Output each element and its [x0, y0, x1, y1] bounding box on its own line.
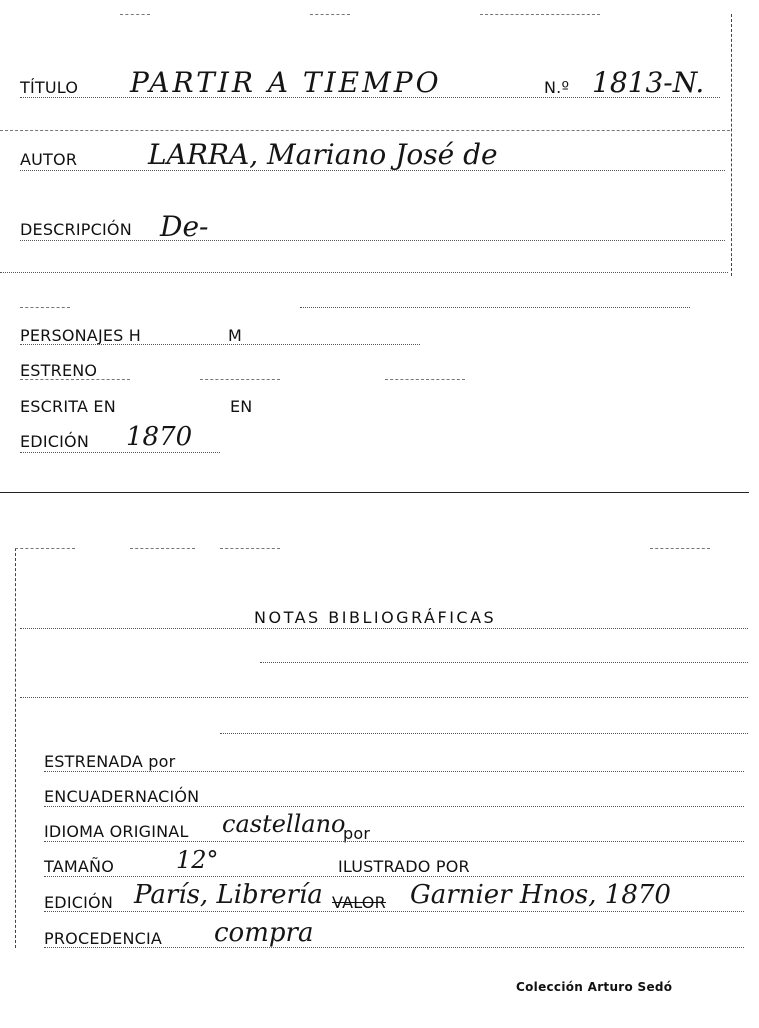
descripcion-line	[20, 240, 725, 241]
procedencia-value: compra	[214, 918, 314, 948]
titulo-label: TÍTULO	[20, 78, 79, 97]
card-top-edge	[130, 548, 195, 549]
notas-line-4	[220, 733, 748, 734]
estreno-line	[20, 379, 130, 380]
personajes-line	[20, 344, 420, 345]
edicion-value-b: Garnier Hnos, 1870	[410, 880, 671, 910]
notas-line-2	[260, 662, 748, 663]
autor-label: AUTOR	[20, 150, 78, 169]
edicion-value: 1870	[126, 422, 193, 452]
escrita-en-label: ESCRITA EN	[20, 397, 116, 416]
row-separator	[0, 130, 730, 131]
encuadernacion-label: ENCUADERNACIÓN	[44, 787, 200, 806]
valor-label: VALOR	[332, 893, 386, 912]
edicion-label: EDICIÓN	[44, 893, 114, 912]
card-left-edge	[15, 548, 16, 948]
card-divider	[0, 492, 749, 493]
card-top-edge	[310, 14, 350, 15]
titulo-value: PARTIR A TIEMPO	[130, 66, 442, 99]
edicion-value-a: París, Librería	[134, 880, 323, 910]
estrenada-label: ESTRENADA por	[44, 752, 176, 771]
procedencia-line	[44, 947, 744, 948]
personajes-m-label: M	[228, 326, 243, 345]
escrita-en-2-label: EN	[230, 397, 253, 416]
estreno-line-b	[200, 379, 280, 380]
descripcion-label: DESCRIPCIÓN	[20, 220, 132, 239]
notas-line-1	[20, 628, 748, 629]
card-right-edge	[731, 14, 732, 276]
autor-value: LARRA, Mariano José de	[148, 138, 498, 171]
descripcion-line-3	[20, 307, 70, 308]
card-top-edge	[480, 14, 600, 15]
card-top-edge	[650, 548, 710, 549]
card-top-edge	[120, 14, 150, 15]
estreno-line-c	[385, 379, 465, 380]
descripcion-value: De-	[160, 210, 209, 243]
tamano-line	[44, 876, 744, 877]
procedencia-label: PROCEDENCIA	[44, 929, 163, 948]
estrenada-line	[44, 771, 744, 772]
idioma-line	[44, 841, 744, 842]
personajes-label: PERSONAJES H	[20, 326, 142, 345]
numero-label: N.º	[544, 78, 570, 97]
card-top-edge	[220, 548, 280, 549]
edicion-line	[20, 452, 220, 453]
tamano-value: 12°	[176, 846, 219, 874]
descripcion-line-3b	[300, 307, 690, 308]
idioma-value: castellano	[222, 810, 346, 838]
idioma-por-label: por	[343, 824, 371, 843]
idioma-label: IDIOMA ORIGINAL	[44, 822, 189, 841]
tamano-label: TAMAÑO	[44, 857, 114, 876]
numero-value: 1813-N.	[592, 66, 705, 99]
descripcion-line-2	[0, 272, 728, 273]
edicion-line	[44, 911, 744, 912]
edicion-label: EDICIÓN	[20, 432, 90, 451]
ilustrado-label: ILUSTRADO POR	[338, 857, 470, 876]
collection-label: Colección Arturo Sedó	[516, 980, 673, 994]
card-top-edge	[15, 548, 75, 549]
estreno-label: ESTRENO	[20, 361, 98, 380]
encuadernacion-line	[44, 806, 744, 807]
notas-line-3	[20, 697, 748, 698]
notas-title: NOTAS BIBLIOGRÁFICAS	[254, 608, 497, 627]
